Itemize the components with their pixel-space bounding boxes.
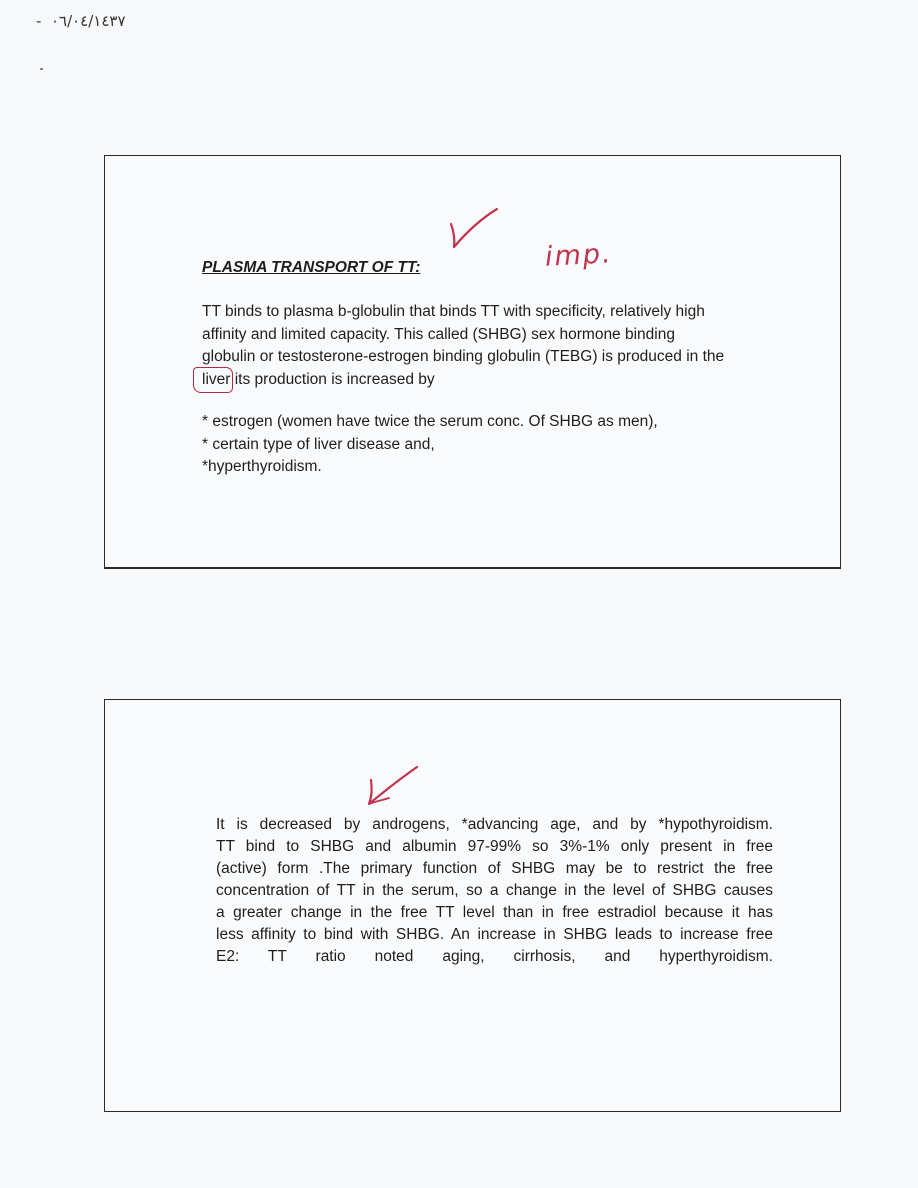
text-line: (active) form .The primary function of SHBG may be to restrict the free (216, 860, 773, 877)
list-item: * certain type of liver disease and, (202, 435, 435, 453)
scan-speck (40, 68, 43, 70)
text-line: a greater change in the free TT level than in free estradiol because it has (216, 904, 773, 921)
date-text: ٠٦/٠٤/١٤٣٧ (50, 12, 126, 30)
text-line: concentration of TT in the serum, so a change in the level of SHBG causes (216, 882, 773, 899)
text-line: TT binds to plasma b-globulin that binds TT with specificity, relatively high (202, 303, 705, 320)
bullet-list (202, 411, 802, 479)
slide-title: PLASMA TRANSPORT OF TT: (202, 259, 421, 276)
slide-plasma-transport (104, 155, 841, 569)
text-line: It is decreased by androgens, *advancing age, and by *hypothyroidism. (216, 816, 773, 833)
text-line: globulin or testosterone-estrogen binding globulin (TEBG) is produced in the (202, 348, 725, 365)
text-line: less affinity to bind with SHBG. An increase in SHBG leads to increase free (216, 926, 773, 943)
dash-mark: - (36, 12, 51, 30)
text-fragment: its production is increased by (234, 370, 435, 388)
checkmark-icon (363, 764, 421, 808)
text-line: E2: TT ratio noted aging, cirrhosis, and hyperthyroidism. (216, 948, 773, 965)
circled-word: liver (202, 369, 230, 392)
text-line (202, 369, 782, 392)
body-paragraph (202, 301, 782, 391)
body-paragraph (216, 814, 773, 968)
list-item: *hyperthyroidism. (202, 458, 322, 475)
text-line: TT bind to SHBG and albumin 97-99% so 3%-1% only present in free (216, 838, 773, 855)
handwritten-note: imp. (544, 238, 614, 273)
date-stamp (36, 12, 126, 30)
checkmark-icon (445, 204, 501, 250)
list-item: * estrogen (women have twice the serum conc. Of SHBG as men), (202, 413, 658, 430)
slide-shbg-decrease (104, 699, 841, 1112)
text-line: affinity and limited capacity. This called (SHBG) sex hormone binding (202, 325, 675, 343)
